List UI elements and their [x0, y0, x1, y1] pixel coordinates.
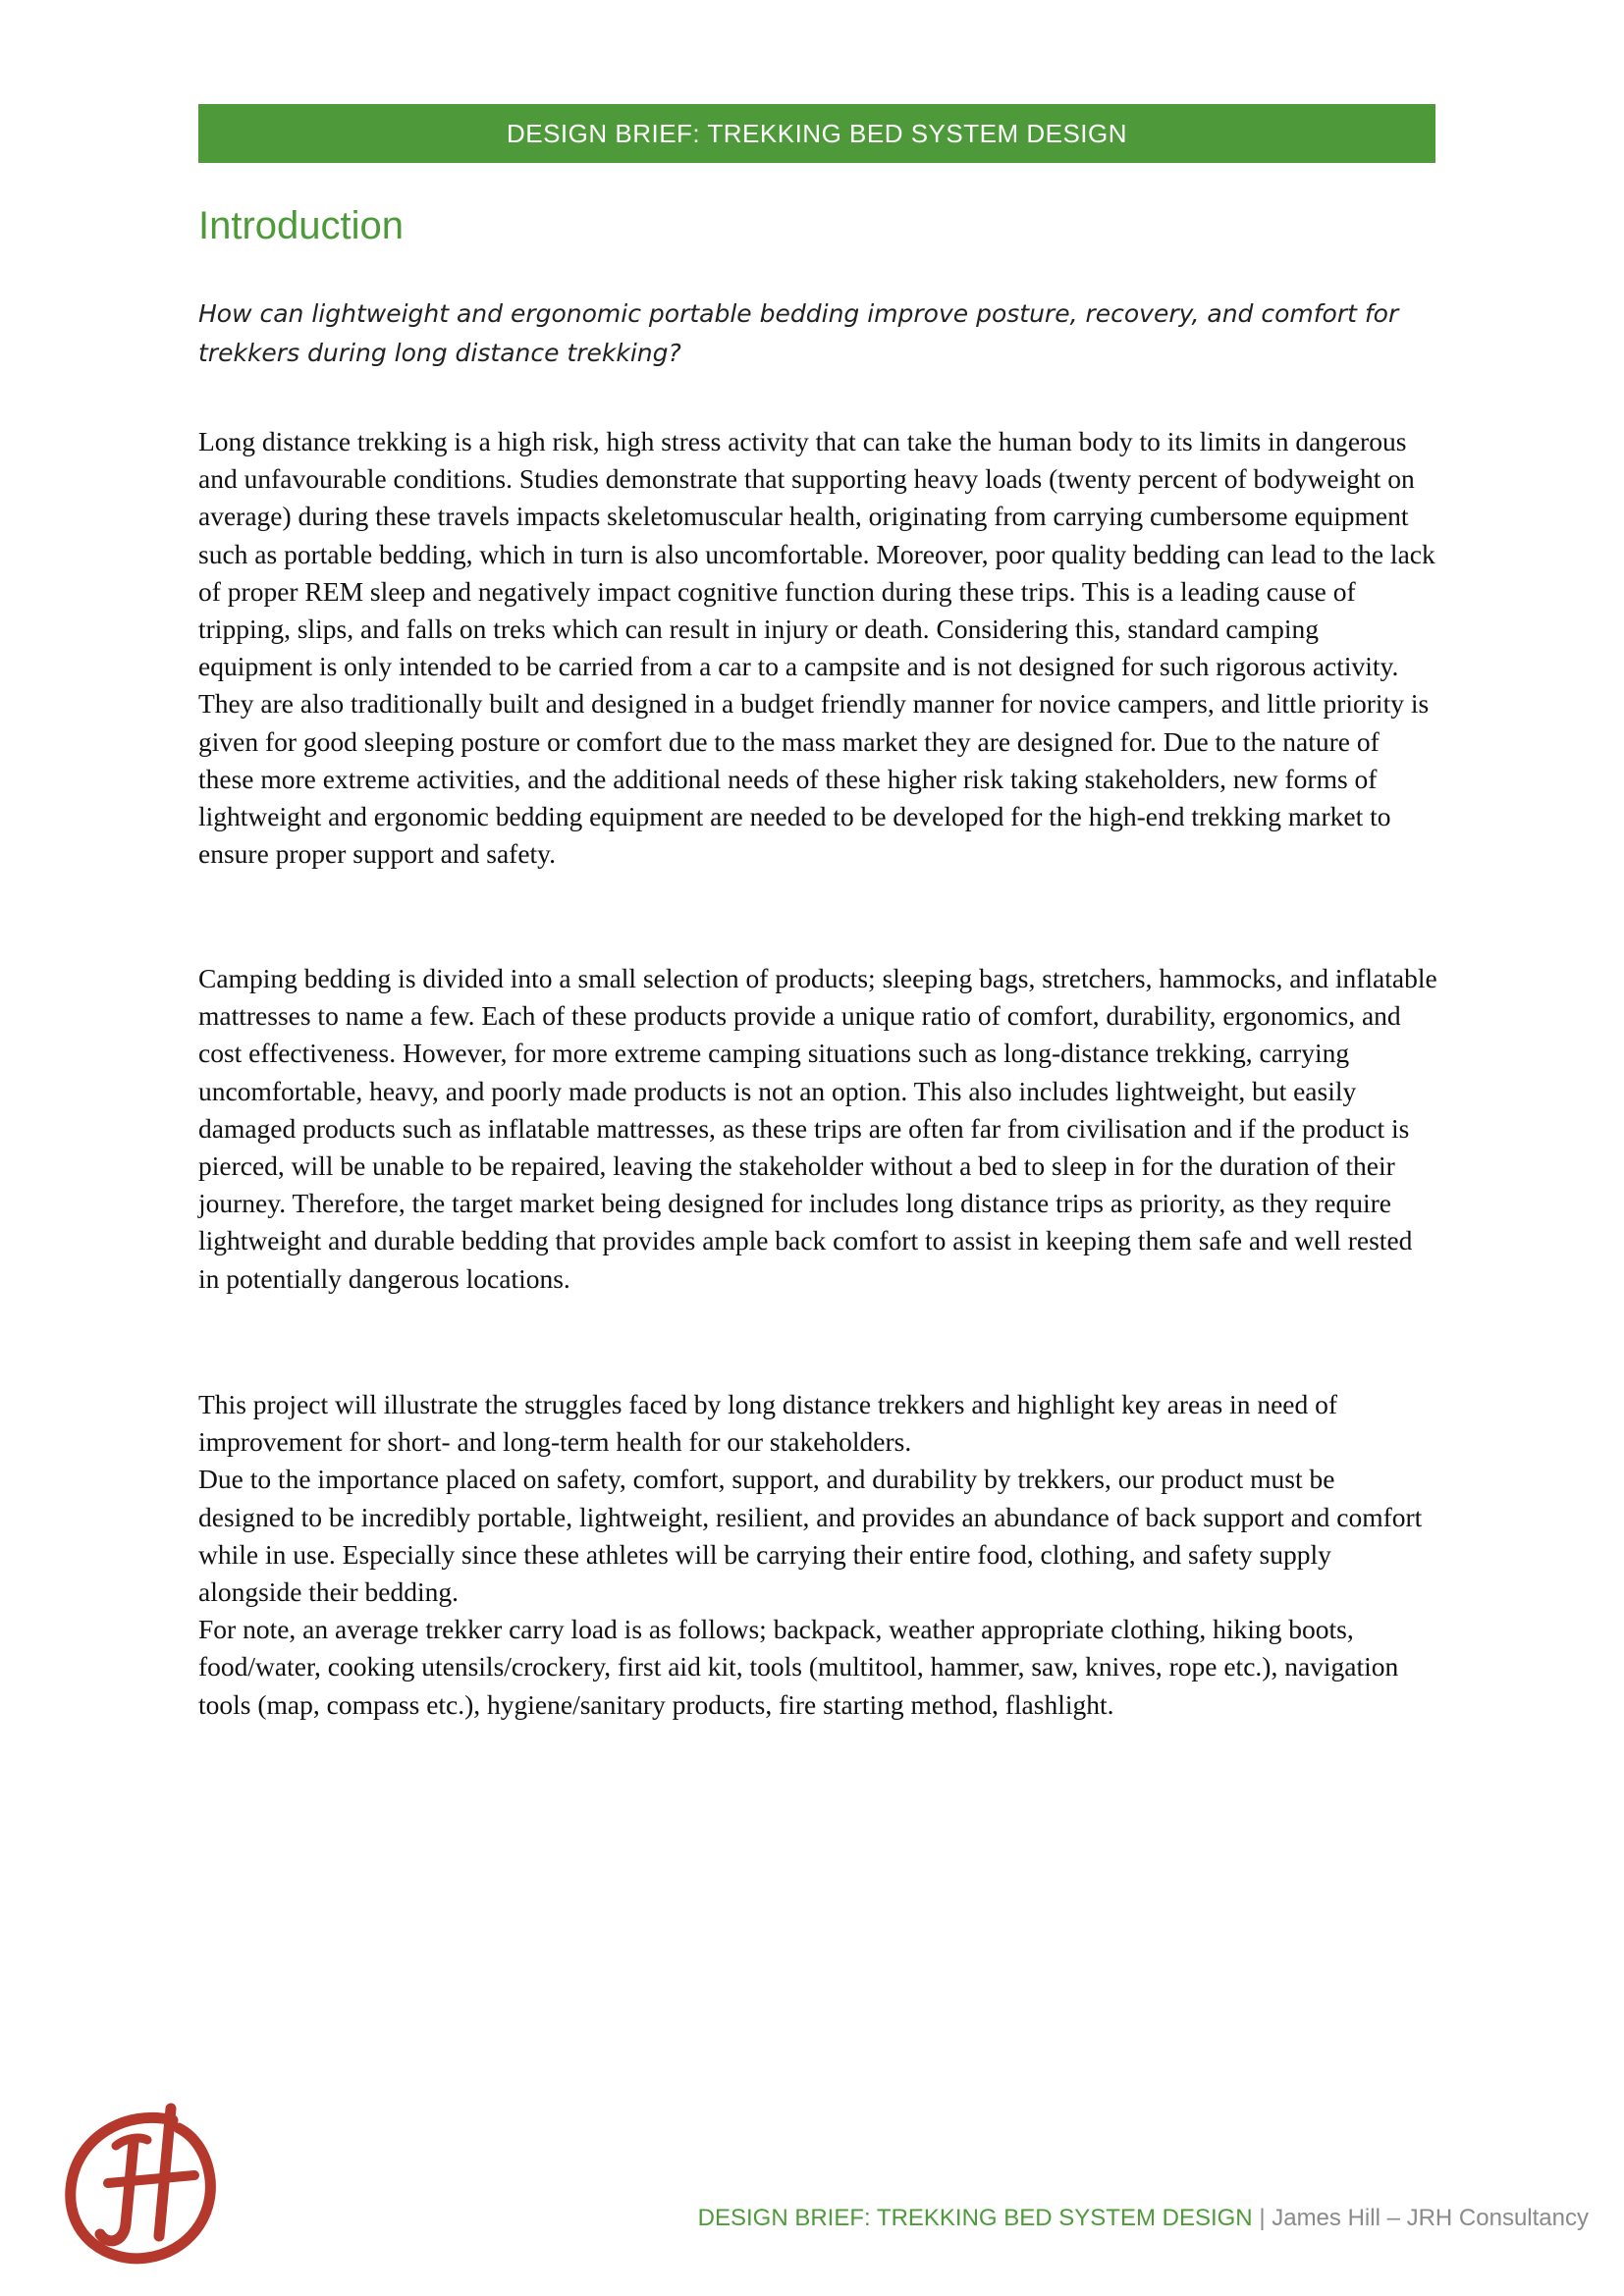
footer-doc-title: DESIGN BRIEF: TREKKING BED SYSTEM DESIGN [697, 2205, 1253, 2231]
header-title: DESIGN BRIEF: TREKKING BED SYSTEM DESIGN [506, 118, 1128, 148]
paragraph-2: Camping bedding is divided into a small selection of products; sleeping bags, stretchers, hammocks, and inflatable mattresses to name a few. Each of these products provide a unique ratio of comfort, durability, ergonomics, and cost effectiveness. However, for more extreme camping situations such as long-distance trekking, carrying uncomfortable, heavy, and poorly made products is not an option. This also includes lightweight, but easily damaged products such as inflatable mattresses, as these trips are often far from civilisation and if the product is pierced, will be unable to be repaired, leaving the stakeholder without a bed to sleep in for the duration of their journey. Therefore, the target market being designed for includes long distance trips as priority, as they require lightweight and durable bedding that provides ample back comfort to assist in keeping them safe and well rested in potentially dangerous locations. [198, 963, 1437, 1294]
paragraph-3-line-b: Due to the importance placed on safety, comfort, support, and durability by trekkers, our product must be designed to be incredibly portable, lightweight, resilient, and provides an abundance of back support and comfort while in use. Especially since these athletes will be carrying their entire food, clothing, and safety supply alongside their bedding. [198, 1464, 1423, 1608]
footer-separator: | [1259, 2205, 1266, 2231]
paragraph-1: Long distance trekking is a high risk, high stress activity that can take the human body to its limits in dangerous and unfavourable conditions. Studies demonstrate that supporting heavy loads (twenty percent of bodyweight on average) during these travels impacts skeletomuscular health, originating from carrying cumbersome equipment such as portable bedding, which in turn is also uncomfortable. Moreover, poor quality bedding can lead to the lack of proper REM sleep and negatively impact cognitive function during these trips. This is a leading cause of tripping, slips, and falls on treks which can result in injury or death. Considering this, standard camping equipment is only intended to be carried from a car to a campsite and is not designed for such rigorous activity. They are also traditionally built and designed in a budget friendly manner for novice campers, and little priority is given for good sleeping posture or comfort due to the mass market they are designed for. Due to the nature of these more extreme activities, and the additional needs of these higher risk taking stakeholders, new forms of lightweight and ergonomic bedding equipment are needed to be developed for the high-end trekking market to ensure proper support and safety. [198, 426, 1435, 870]
paragraph-3 [198, 1386, 1437, 1724]
page-footer [698, 2205, 1589, 2232]
header-banner [198, 104, 1435, 163]
footer-author: James Hill – JRH Consultancy [1272, 2205, 1589, 2231]
research-question: How can lightweight and ergonomic portable bedding improve posture, recovery, and comfort for trekkers during long distance trekking? [198, 299, 1399, 367]
paragraph-3-line-a: This project will illustrate the struggles faced by long distance trekkers and highlight key areas in need of improvement for short- and long-term health for our stakeholders. [198, 1389, 1338, 1458]
jh-logo-icon [57, 2099, 224, 2266]
section-title: Introduction [198, 204, 405, 247]
paragraph-3-line-c: For note, an average trekker carry load is as follows; backpack, weather appropriate clothing, hiking boots, food/water, cooking utensils/crockery, first aid kit, tools (multitool, hammer, saw, knives, rope etc.), navigation tools (map, compass etc.), hygiene/sanitary products, fire starting method, flashlight. [198, 1614, 1399, 1720]
